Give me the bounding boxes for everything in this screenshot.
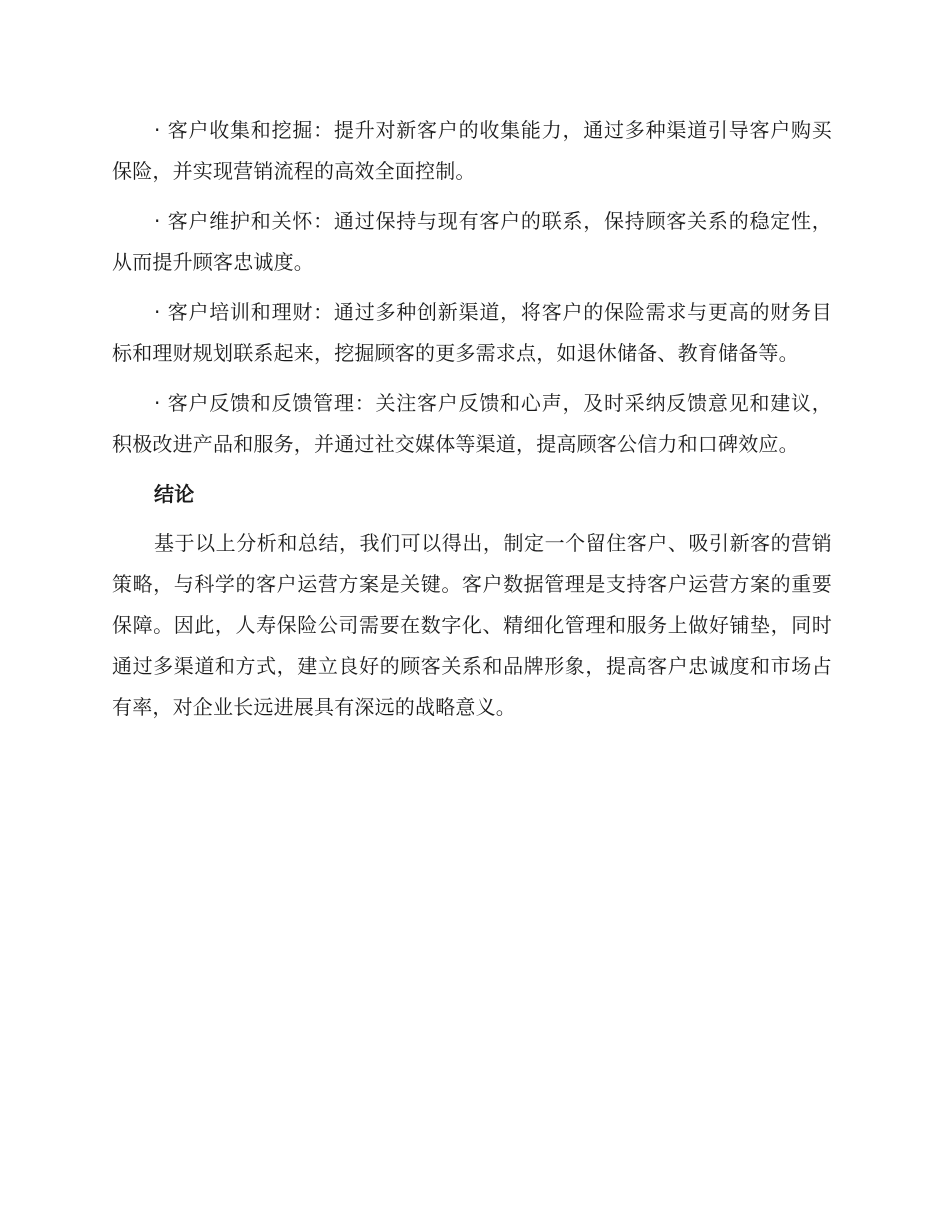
conclusion-paragraph: 基于以上分析和总结，我们可以得出，制定一个留住客户、吸引新客的营销策略，与科学的客户运营方案是关键。客户数据管理是支持客户运营方案的重要保障。因此，人寿保险公司需要在数字化、精细化管理和服务上做好铺垫，同时通过多渠道和方式，建立良好的顾客关系和品牌形象，提高客户忠诚度和市场占有率，对企业长远进展具有深远的战略意义。 xyxy=(112,531,832,719)
bullet-customer-training: · 客户培训和理财：通过多种创新渠道，将客户的保险需求与更高的财务目标和理财规划联系起来，挖掘顾客的更多需求点，如退休储备、教育储备等。 xyxy=(112,300,832,365)
bullet-customer-acquisition: · 客户收集和挖掘：提升对新客户的收集能力，通过多种渠道引导客户购买保险，并实现营销流程的高效全面控制。 xyxy=(112,118,832,183)
bullet-customer-feedback: · 客户反馈和反馈管理：关注客户反馈和心声，及时采纳反馈意见和建议，积极改进产品和服务，并通过社交媒体等渠道，提高顾客公信力和口碑效应。 xyxy=(112,391,832,456)
bullet-customer-retention: · 客户维护和关怀：通过保持与现有客户的联系，保持顾客关系的稳定性，从而提升顾客忠诚度。 xyxy=(112,209,832,274)
document-body xyxy=(112,110,832,737)
conclusion-heading: 结论 xyxy=(154,482,195,506)
